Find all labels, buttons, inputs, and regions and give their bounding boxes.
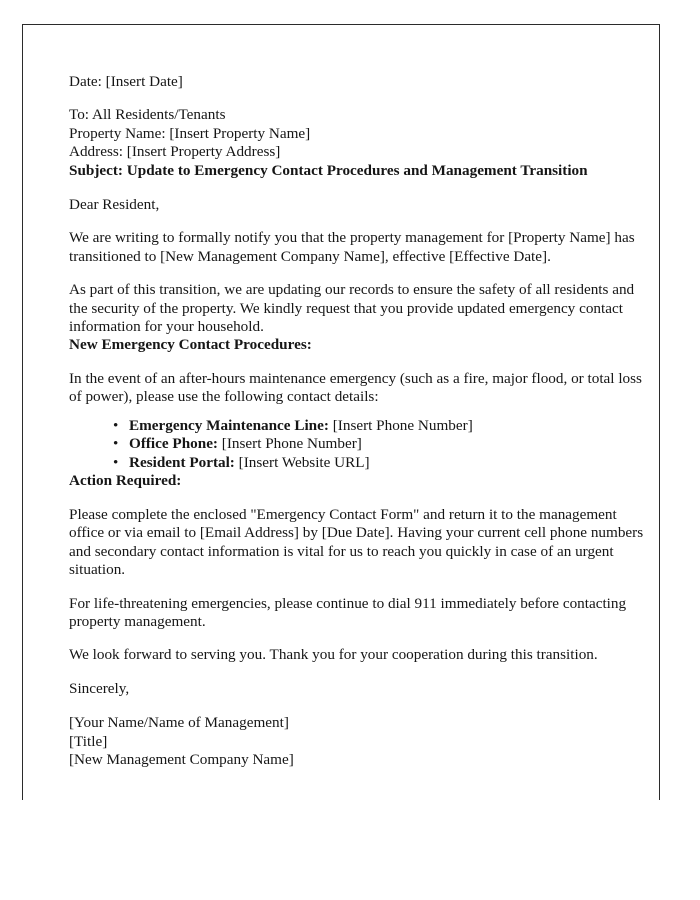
- heading-action-required: Action Required:: [69, 472, 182, 490]
- contact-value: [Insert Phone Number]: [221, 435, 362, 453]
- subject-line: Subject: Update to Emergency Contact Procedures and Management Transition: [69, 161, 588, 179]
- emergency-contact-list: [69, 417, 647, 473]
- letter-body: [69, 73, 647, 769]
- recipient-property-name: Property Name: [Insert Property Name]: [69, 124, 311, 142]
- contact-label: Emergency Maintenance Line:: [129, 416, 329, 434]
- recipient-address: Address: [Insert Property Address]: [69, 143, 281, 161]
- contact-value: [Insert Phone Number]: [332, 416, 473, 434]
- document-page-frame: [22, 24, 660, 800]
- salutation: Dear Resident,: [69, 196, 160, 214]
- contact-label: Resident Portal:: [129, 453, 235, 471]
- signature-company: [New Management Company Name]: [69, 750, 294, 768]
- contact-value: [Insert Website URL]: [238, 453, 370, 471]
- signature-name: [Your Name/Name of Management]: [69, 714, 289, 732]
- heading-new-emergency-contact-procedures: New Emergency Contact Procedures:: [69, 336, 312, 354]
- signature-block: [69, 714, 647, 769]
- contact-label: Office Phone:: [129, 435, 218, 453]
- paragraph-after-hours-intro: In the event of an after-hours maintenance emergency (such as a fire, major flood, or total loss of power), please use the following contact details:: [69, 369, 642, 406]
- recipient-block: [69, 106, 647, 161]
- signoff: Sincerely,: [69, 679, 130, 697]
- recipient-to: To: All Residents/Tenants: [69, 106, 226, 124]
- paragraph-action-required: Please complete the enclosed "Emergency Contact Form" and return it to the management office or via email to [Email Address] by [Due Date]. Having your current cell phone numbers and secondary contact information is vital for us to reach you quickly in case of an urgent situation.: [69, 505, 644, 579]
- paragraph-transition-notice: We are writing to formally notify you that the property management for [Property Name] has transitioned to [New Management Company Name], effective [Effective Date].: [69, 229, 635, 265]
- list-item: [113, 435, 647, 454]
- paragraph-closing-thanks: We look forward to serving you. Thank you for your cooperation during this transition.: [69, 646, 598, 664]
- list-item: [113, 454, 647, 473]
- list-item: [113, 417, 647, 436]
- signature-title: [Title]: [69, 732, 108, 750]
- paragraph-records-update: As part of this transition, we are updating our records to ensure the safety of all residents and the security of the property. We kindly request that you provide updated emergency contact information for your household.: [69, 281, 635, 336]
- paragraph-emergency-911: For life-threatening emergencies, please continue to dial 911 immediately before contacting property management.: [69, 594, 627, 630]
- date-line: Date: [Insert Date]: [69, 73, 183, 90]
